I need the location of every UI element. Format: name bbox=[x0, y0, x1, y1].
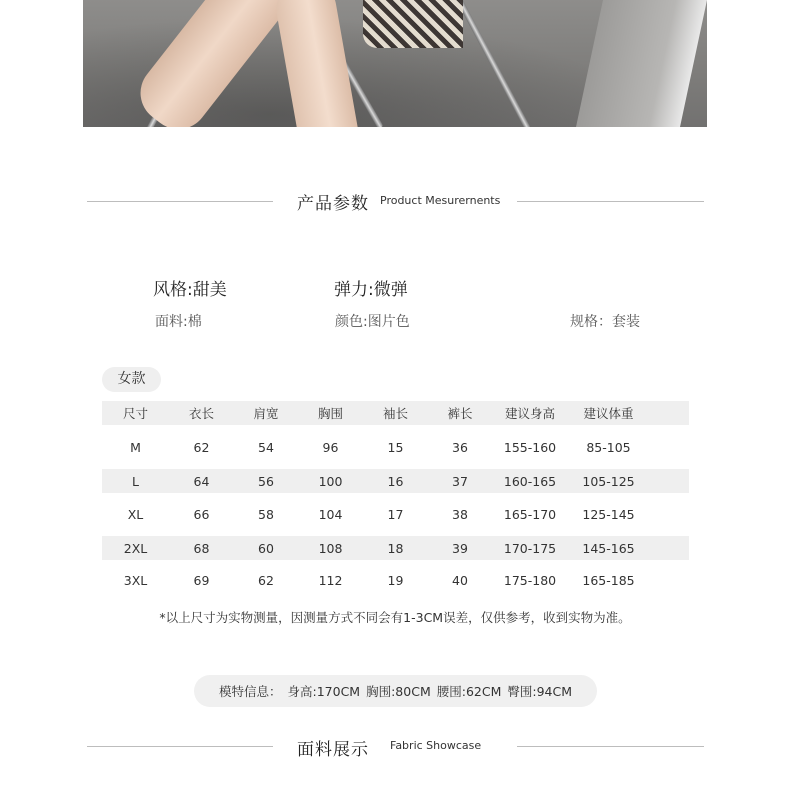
table-cell: 85-105 bbox=[586, 439, 631, 455]
table-cell: 165-185 bbox=[582, 572, 635, 588]
table-cell: 64 bbox=[193, 473, 210, 489]
model-info-label: 模特信息： bbox=[218, 684, 282, 699]
table-header-cell: 肩宽 bbox=[253, 406, 279, 421]
table-cell: 69 bbox=[193, 572, 210, 588]
table-cell: 145-165 bbox=[582, 540, 635, 556]
table-cell: 40 bbox=[452, 572, 468, 588]
table-header-row bbox=[102, 401, 689, 425]
model-hip: 臀围:94CM bbox=[507, 684, 573, 699]
table-header-cell: 尺寸 bbox=[122, 406, 148, 421]
table-row bbox=[102, 435, 689, 459]
table-header-cell: 胸围 bbox=[317, 406, 343, 421]
table-cell: XL bbox=[127, 506, 144, 522]
table-cell: 18 bbox=[387, 540, 404, 556]
table-row bbox=[102, 568, 689, 592]
table-cell: 60 bbox=[258, 540, 274, 556]
table-cell: 56 bbox=[258, 473, 274, 489]
table-cell: 37 bbox=[452, 473, 468, 489]
table-cell: 175-180 bbox=[503, 572, 557, 588]
table-cell: 160-165 bbox=[503, 473, 557, 489]
product-photo bbox=[83, 0, 707, 127]
table-cell: 104 bbox=[318, 506, 343, 522]
table-header-cell: 裤长 bbox=[447, 406, 473, 421]
section-title-en: Fabric Showcase bbox=[390, 739, 482, 752]
table-cell: 58 bbox=[258, 506, 274, 522]
size-table bbox=[102, 401, 689, 592]
table-cell: 108 bbox=[318, 540, 343, 556]
param-color: 颜色:图片色 bbox=[335, 314, 410, 330]
category-chip: 女款 bbox=[102, 367, 161, 392]
measurement-note: *以上尺寸为实物测量，因测量方式不同会有1-3CM误差，仅供参考，收到实物为准。 bbox=[159, 610, 631, 625]
section-title-cn: 产品参数 bbox=[297, 194, 369, 214]
section-title-en: Product Mesurernents bbox=[380, 194, 501, 207]
table-cell: 39 bbox=[452, 540, 468, 556]
table-cell: 105-125 bbox=[582, 473, 635, 489]
plaid-skirt bbox=[363, 0, 463, 48]
model-bust: 胸围:80CM bbox=[366, 684, 431, 699]
table-cell: 2XL bbox=[123, 540, 148, 556]
table-cell: 112 bbox=[318, 572, 343, 588]
table-cell: 19 bbox=[387, 572, 404, 588]
table-cell: 62 bbox=[258, 572, 274, 588]
param-elasticity: 弹力:微弹 bbox=[334, 280, 408, 300]
table-header-cell: 衣长 bbox=[188, 406, 214, 421]
table-cell: 170-175 bbox=[503, 540, 557, 556]
param-style: 风格:甜美 bbox=[153, 280, 227, 300]
table-cell: 165-170 bbox=[503, 506, 557, 522]
table-cell: 15 bbox=[387, 439, 404, 455]
model-info-pill bbox=[194, 675, 597, 707]
table-cell: 66 bbox=[193, 506, 210, 522]
table-cell: M bbox=[130, 439, 141, 455]
param-spec: 规格：套装 bbox=[570, 314, 640, 330]
table-row bbox=[102, 502, 689, 526]
model-height: 身高:170CM bbox=[287, 684, 361, 699]
table-header-cell: 袖长 bbox=[382, 406, 408, 421]
table-cell: 36 bbox=[452, 439, 468, 455]
table-cell: 68 bbox=[193, 540, 210, 556]
table-cell: 125-145 bbox=[582, 506, 635, 522]
table-row bbox=[102, 536, 689, 560]
table-cell: 38 bbox=[452, 506, 468, 522]
table-cell: 62 bbox=[193, 439, 210, 455]
divider-right bbox=[517, 201, 704, 202]
table-header-cell: 建议体重 bbox=[583, 406, 634, 421]
table-cell: 96 bbox=[322, 439, 339, 455]
table-row bbox=[102, 469, 689, 493]
table-cell: 16 bbox=[387, 473, 404, 489]
divider-left bbox=[87, 746, 273, 747]
divider-left bbox=[87, 201, 273, 202]
table-cell: 17 bbox=[387, 506, 404, 522]
table-cell: L bbox=[132, 473, 139, 489]
table-cell: 54 bbox=[258, 439, 274, 455]
table-cell: 155-160 bbox=[503, 439, 557, 455]
table-cell: 100 bbox=[318, 473, 343, 489]
table-header-cell: 建议身高 bbox=[504, 406, 555, 421]
section-title-cn: 面料展示 bbox=[297, 740, 369, 760]
param-fabric: 面料:棉 bbox=[155, 314, 202, 330]
divider-right bbox=[517, 746, 704, 747]
table-cell: 3XL bbox=[123, 572, 148, 588]
model-waist: 腰围:62CM bbox=[436, 684, 502, 699]
